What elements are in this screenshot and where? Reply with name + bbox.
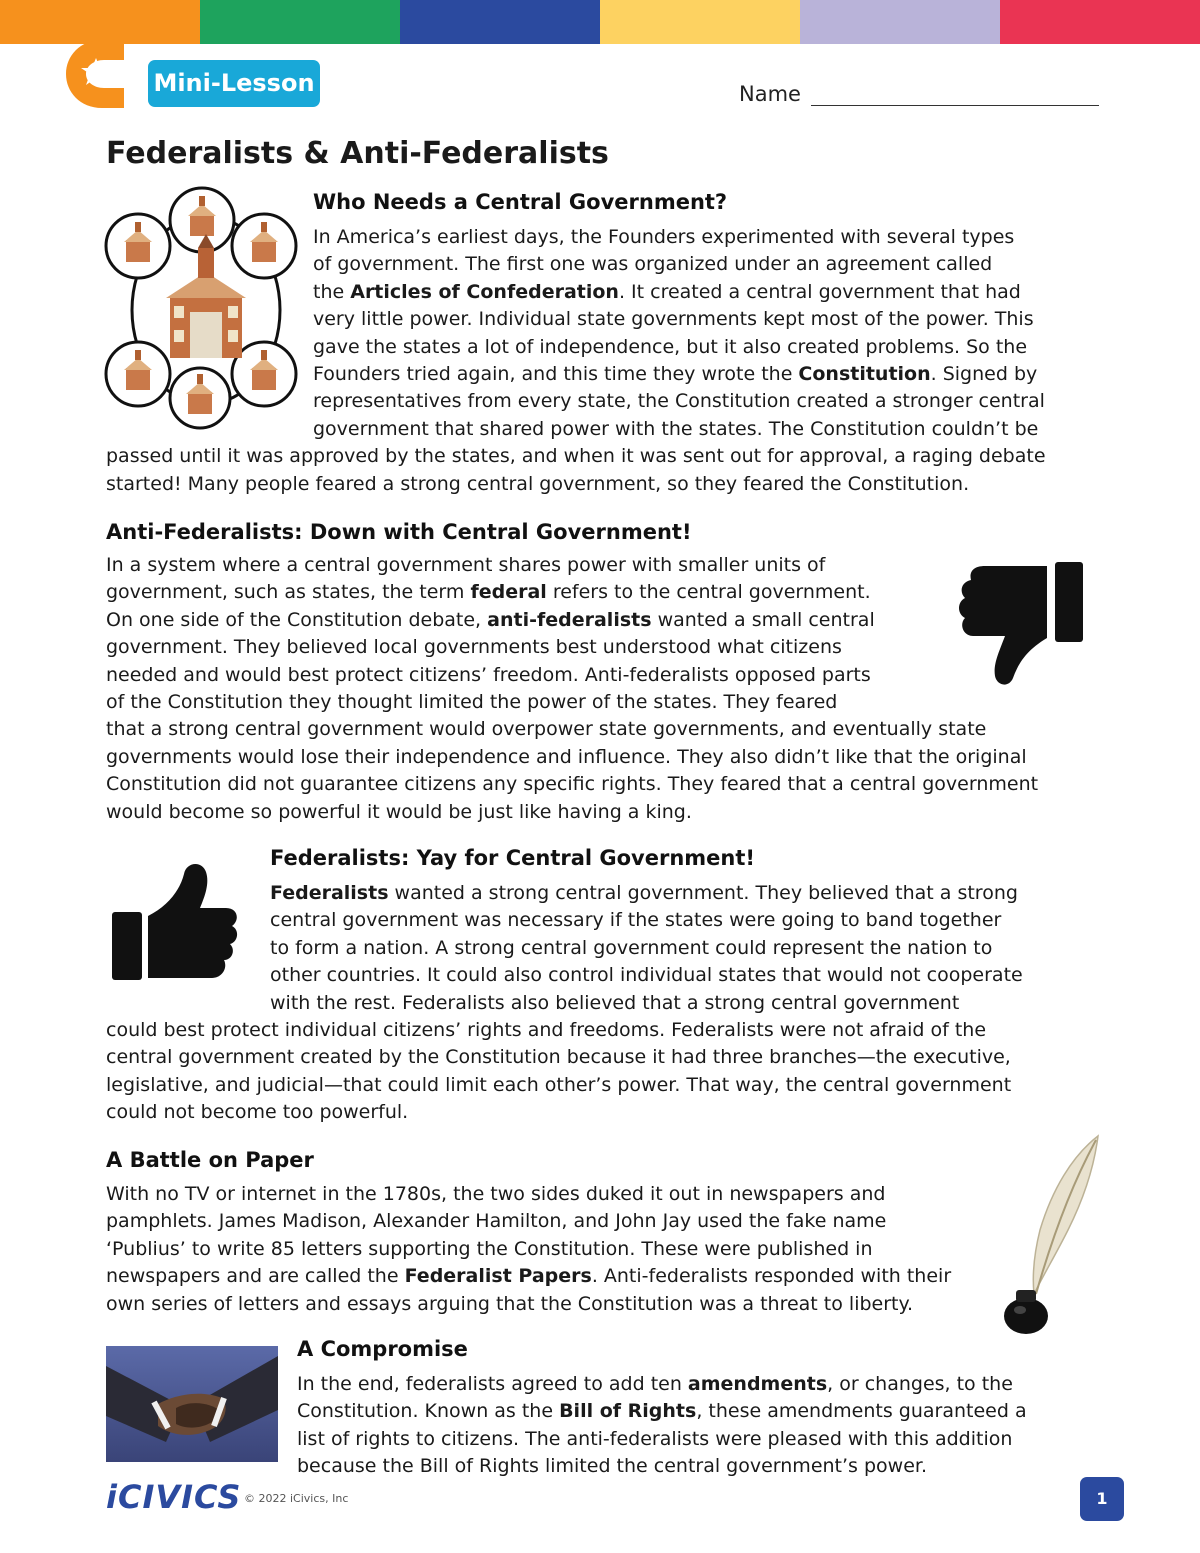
line-text: legislative, and judicial—that could limit each other’s power. That way, the central government (106, 1073, 1012, 1096)
line-text: newspapers and are called the (106, 1265, 405, 1288)
paragraph-line (313, 251, 992, 278)
line-text: governments would lose their independence and influence. They also didn’t like that the original (106, 745, 1027, 768)
handshake-illustration (106, 1346, 278, 1462)
paragraph-line (106, 471, 969, 498)
quill-inkwell-illustration (1000, 1134, 1104, 1336)
paragraph-line (313, 224, 1014, 251)
line-text: wanted a strong central government. They believed that a strong (388, 882, 1018, 904)
paragraph-line (106, 1017, 986, 1044)
line-text: . It created a central government that had (618, 280, 1021, 303)
paragraph-line (270, 880, 1018, 907)
paragraph-line (106, 689, 837, 716)
page-title: Federalists & Anti-Federalists (106, 136, 609, 171)
line-text: needed and would best protect citizens’ freedom. Anti-federalists opposed parts (106, 663, 871, 686)
line-text: With no TV or internet in the 1780s, the two sides duked it out in newspapers and (106, 1183, 886, 1205)
paragraph-line (106, 1291, 913, 1318)
paragraph-line (106, 744, 1027, 771)
line-text: In a system where a central government shares power with smaller units of (106, 554, 826, 576)
paragraph-line (106, 607, 875, 634)
line-bold-term: amendments (687, 1373, 828, 1395)
paragraph-line (106, 716, 986, 743)
paragraph-line (313, 388, 1045, 415)
thumbs-down-icon (955, 560, 1085, 688)
paragraph-line (106, 579, 871, 606)
paragraph-line (313, 279, 1021, 306)
line-text: that a strong central government would overpower state governments, and eventually state (106, 718, 987, 741)
paragraph-line (106, 771, 1038, 798)
thumbs-up-icon (110, 860, 238, 982)
line-text: own series of letters and essays arguing that the Constitution was a threat to liberty. (106, 1292, 914, 1315)
name-line[interactable] (811, 83, 1099, 106)
line-text: Founders tried again, and this time they wrote the (313, 363, 799, 385)
paragraph-line (106, 634, 842, 661)
line-text: ‘Publius’ to write 85 letters supporting the Constitution. These were published in (106, 1237, 873, 1260)
line-text: wanted a small central (651, 608, 875, 631)
line-bold-term: federal (470, 581, 547, 604)
state-buildings-illustration (104, 186, 308, 430)
paragraph-line (313, 416, 1038, 443)
line-text: to form a nation. A strong central government could represent the nation to (270, 936, 993, 959)
stripe-green (200, 0, 400, 44)
line-bold-term: anti-federalists (487, 608, 652, 631)
stripe-red (1000, 0, 1200, 44)
line-text: representatives from every state, the Constitution created a stronger central (313, 390, 1045, 413)
paragraph-line (313, 334, 1027, 361)
paragraph-line (106, 799, 692, 826)
line-text: would become so powerful it would be just like having a king. (106, 800, 692, 823)
heading-compromise: A Compromise (297, 1337, 468, 1361)
line-text: list of rights to citizens. The anti-federalists were pleased with this addition (297, 1427, 1013, 1450)
line-text: central government was necessary if the states were going to band together (270, 909, 1002, 932)
name-field[interactable] (739, 82, 1099, 106)
heading-central-government: Who Needs a Central Government? (313, 190, 728, 214)
copyright-text: © 2022 iCivics, Inc (244, 1492, 349, 1505)
paragraph-line (106, 1208, 886, 1235)
page-number: 1 (1080, 1477, 1124, 1521)
paragraph-line (106, 552, 825, 579)
line-text: On one side of the Constitution debate, (106, 608, 488, 631)
line-text: In America’s earliest days, the Founders experimented with several types (313, 226, 1015, 248)
paragraph-line (297, 1398, 1027, 1425)
line-text: . Signed by (930, 363, 1038, 385)
line-text: pamphlets. James Madison, Alexander Hamilton, and John Jay used the fake name (106, 1210, 887, 1233)
line-bold-term: Federalists (270, 882, 389, 904)
heading-anti-federalists: Anti-Federalists: Down with Central Government! (106, 520, 692, 544)
paragraph-line (106, 1044, 1011, 1071)
paragraph-line (297, 1371, 1013, 1398)
paragraph-line (106, 662, 871, 689)
heading-federalists: Federalists: Yay for Central Government! (270, 846, 755, 870)
paragraph-line (297, 1426, 1012, 1453)
line-text: In the end, federalists agreed to add ten (297, 1373, 688, 1395)
line-text: government. They believed local governments best understood what citizens (106, 636, 842, 659)
line-text: other countries. It could also control individual states that would not cooperate (270, 964, 1023, 987)
line-bold-term: Bill of Rights (559, 1400, 697, 1423)
line-text: central government created by the Constitution because it had three branches—the executive, (106, 1046, 1011, 1069)
paragraph-line (106, 1099, 408, 1126)
line-text: , these amendments guaranteed a (696, 1400, 1027, 1423)
line-text: government, such as states, the term (106, 581, 471, 604)
line-bold-term: Federalist Papers (404, 1265, 592, 1288)
stripe-blue (400, 0, 600, 44)
stripe-yellow (600, 0, 800, 44)
paragraph-line (297, 1453, 927, 1480)
line-text: Constitution did not guarantee citizens any specific rights. They feared that a central government (106, 773, 1039, 796)
line-text: could best protect individual citizens’ rights and freedoms. Federalists were not afraid of the (106, 1019, 987, 1041)
paragraph-line (313, 361, 1037, 388)
mini-lesson-badge: Mini-Lesson (148, 60, 320, 107)
icivics-logo: iCIVICS (106, 1478, 242, 1516)
line-text: very little power. Individual state governments kept most of the power. This (313, 308, 1034, 331)
star-logo-icon (64, 36, 126, 112)
line-text: of the Constitution they thought limited the power of the states. They feared (106, 691, 838, 713)
line-text: , or changes, to the (827, 1373, 1013, 1395)
name-label: Name (739, 82, 801, 106)
line-text: because the Bill of Rights limited the central government’s power. (297, 1455, 927, 1478)
paragraph-line (106, 443, 1046, 470)
line-text: could not become too powerful. (106, 1101, 409, 1124)
paragraph-line (106, 1072, 1011, 1099)
line-text: started! Many people feared a strong central government, so they feared the Constitution. (106, 472, 970, 495)
line-text: with the rest. Federalists also believed that a strong central government (270, 991, 960, 1014)
paragraph-line (106, 1236, 873, 1263)
line-text: gave the states a lot of independence, but it also created problems. So the (313, 335, 1028, 358)
line-text: refers to the central government. (546, 581, 871, 604)
line-text: Constitution. Known as the (297, 1400, 560, 1423)
line-text: . Anti-federalists responded with their (591, 1265, 952, 1288)
paragraph-line (106, 1181, 885, 1208)
stripe-lavender (800, 0, 1000, 44)
line-text: passed until it was approved by the states, and when it was sent out for approval, a raging debate (106, 445, 1046, 468)
line-text: of government. The first one was organized under an agreement called (313, 253, 993, 276)
paragraph-line (313, 306, 1034, 333)
line-bold-term: Articles of Confederation (350, 280, 619, 303)
paragraph-line (270, 907, 1001, 934)
paragraph-line (106, 1263, 951, 1290)
line-bold-term: Constitution (798, 363, 931, 385)
line-text: government that shared power with the states. The Constitution couldn’t be (313, 417, 1039, 440)
paragraph-line (270, 935, 992, 962)
paragraph-line (270, 990, 959, 1017)
heading-battle-on-paper: A Battle on Paper (106, 1148, 314, 1172)
paragraph-line (270, 962, 1023, 989)
top-color-stripe (0, 0, 1200, 44)
line-text: the (313, 280, 351, 303)
